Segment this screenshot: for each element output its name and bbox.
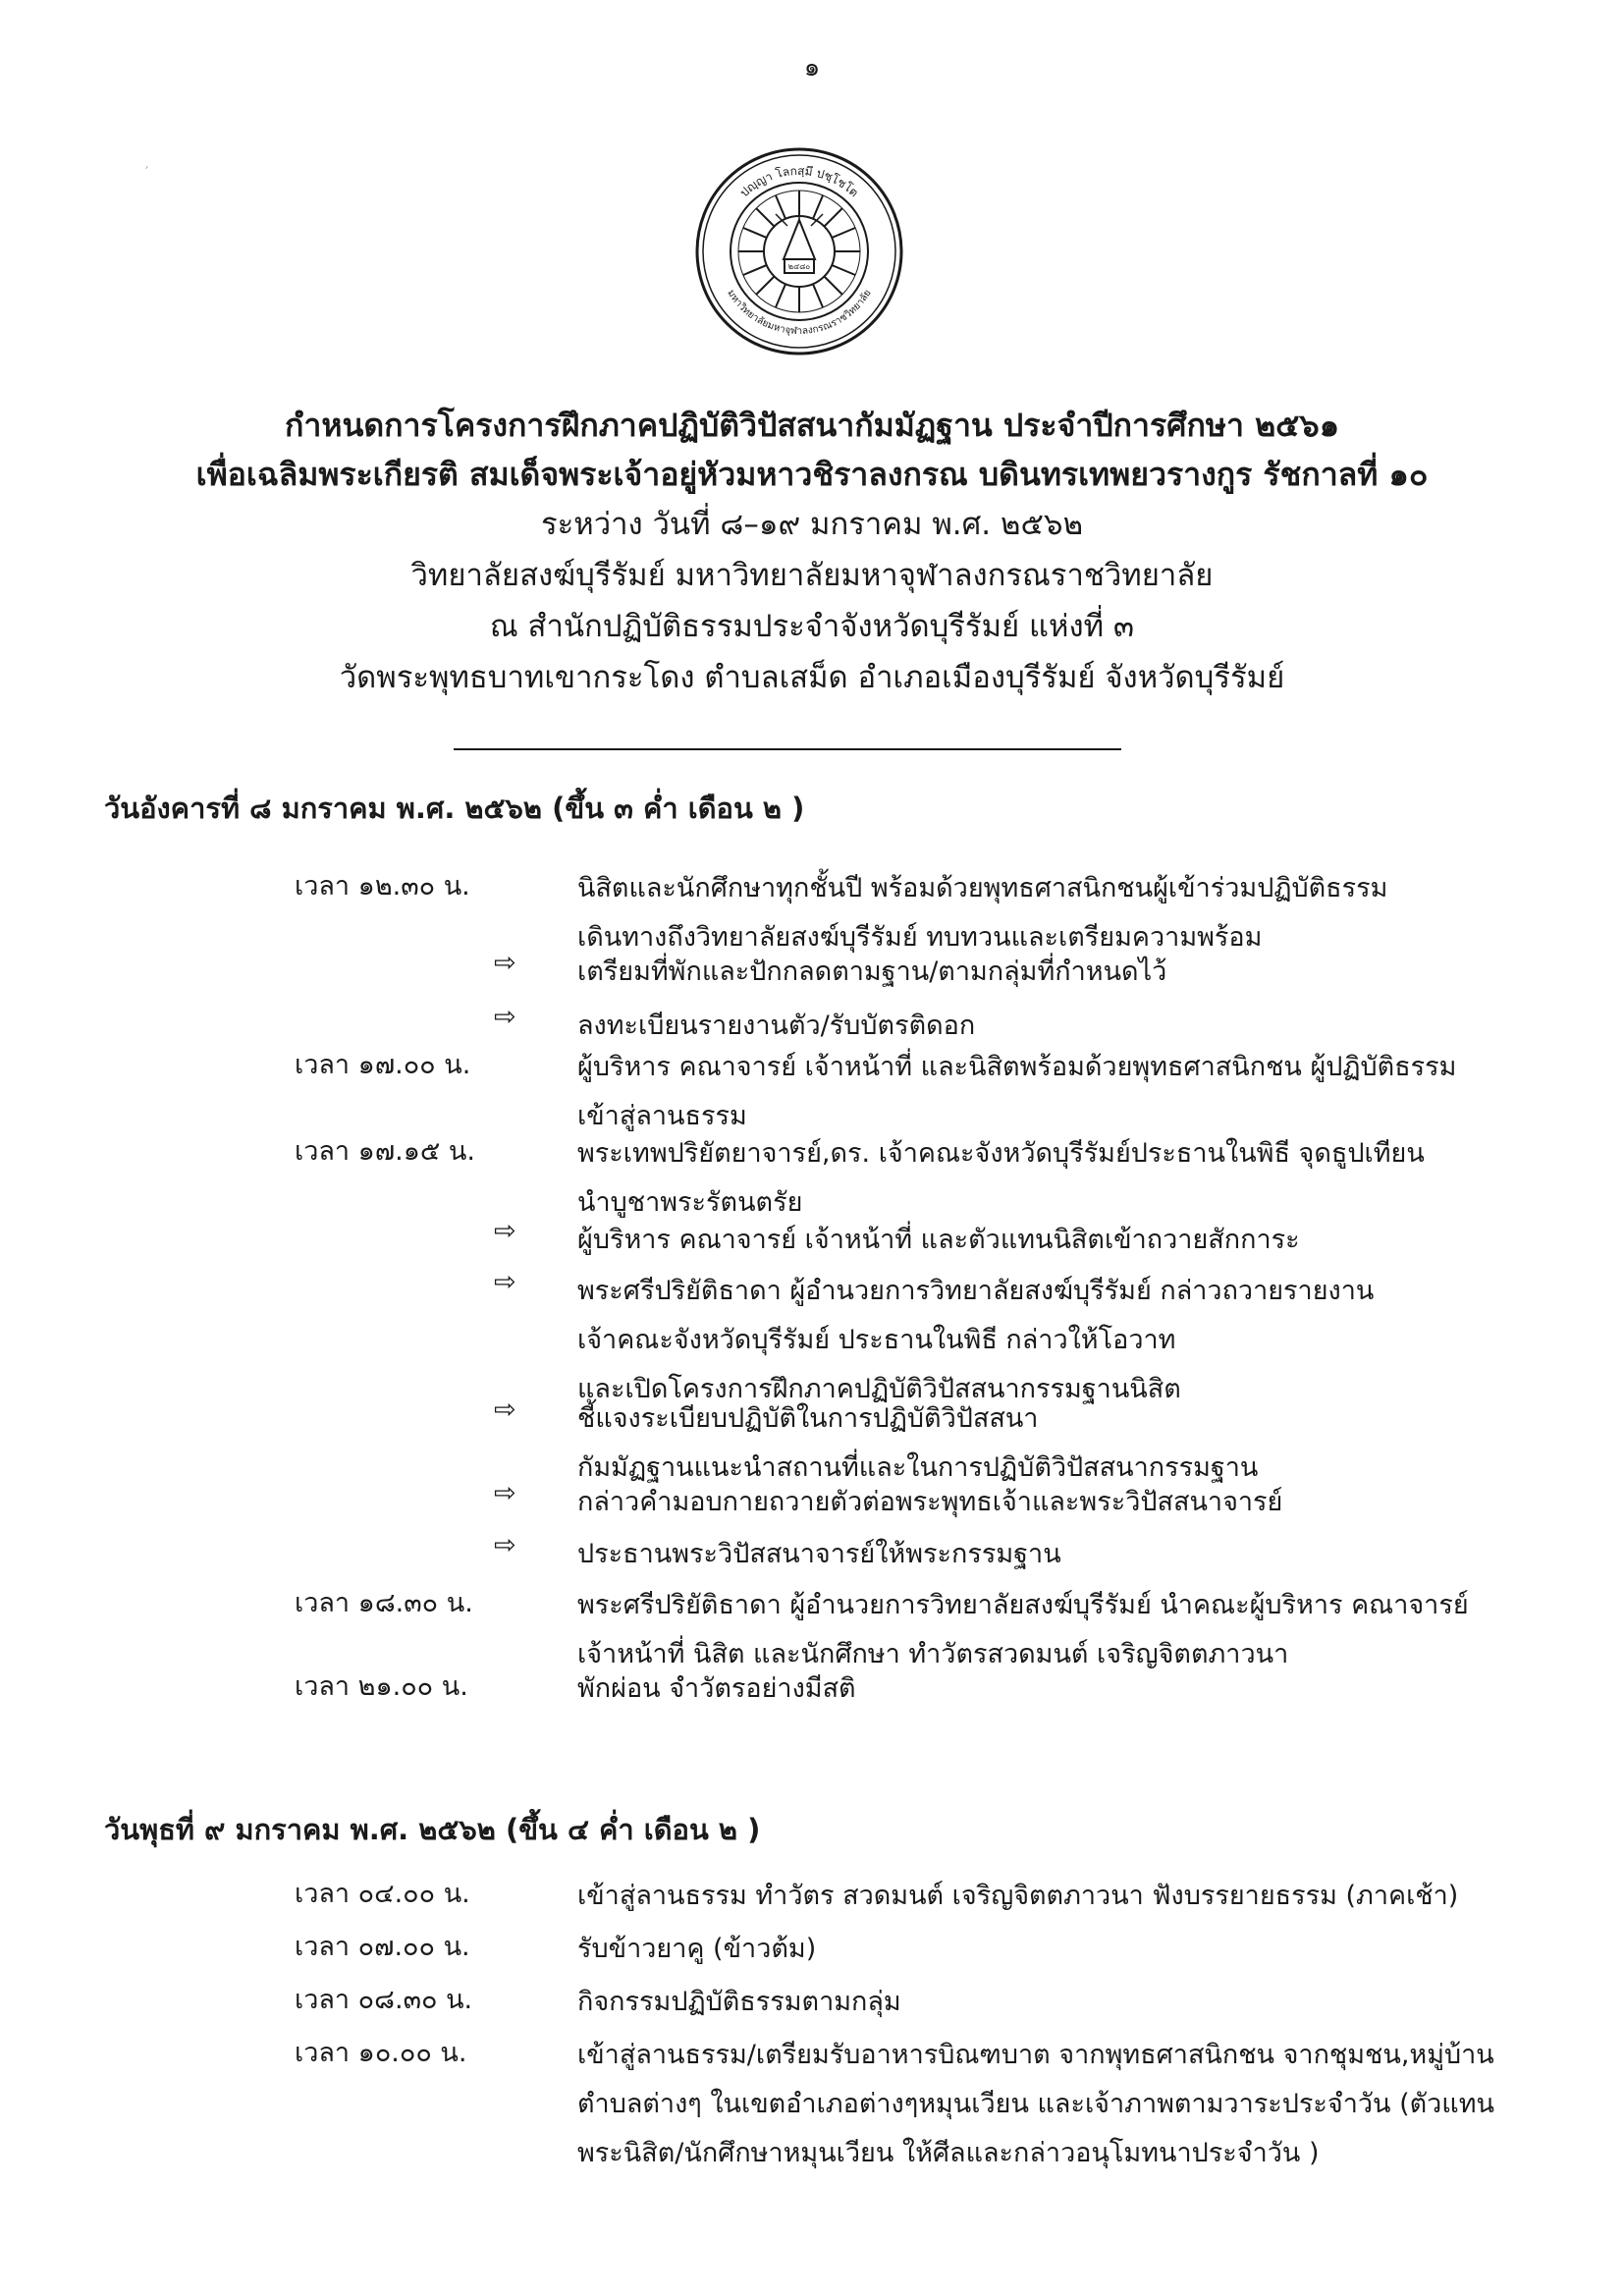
entry-text [577, 1216, 1559, 1265]
entry-text [577, 1267, 1559, 1414]
entry-line: ผู้บริหาร คณาจารย์ เจ้าหน้าที่ และนิสิตพร้อมด้วยพุทธศาสนิกชน ผู้ปฏิบัติธรรม [577, 1052, 1457, 1082]
entry-line: กล่าวคำมอบกายถวายตัวต่อพระพุทธเจ้าและพระวิปัสสนาจารย์ [577, 1487, 1283, 1517]
scan-mark: ′ [145, 165, 149, 181]
entry-text [577, 2031, 1559, 2178]
entry-line: ลงทะเบียนรายงานตัว/รับบัตรติดอก [577, 1011, 976, 1041]
entry-line: เข้าสู่ลานธรรม ทำวัตร สวดมนต์ เจริญจิตตภาวนา ฟังบรรยายธรรม (ภาคเช้า) [577, 1881, 1459, 1911]
entry-text [577, 1530, 1559, 1579]
entry-text [577, 1925, 1559, 1974]
entry-line: เจ้าหน้าที่ นิสิต และนักศึกษา ทำวัตรสวดมนต์ เจริญจิตตภาวนา [577, 1639, 1289, 1669]
day-heading: วันอังคารที่ ๘ มกราคม พ.ศ. ๒๕๖๒ (ขึ้น ๓ ค่ำ เดือน ๒ ) [104, 792, 805, 825]
entry-line: ชี้แจงระเบียบปฏิบัติในการปฏิบัติวิปัสสนา [577, 1403, 1039, 1434]
institution: วิทยาลัยสงฆ์บุรีรัมย์ มหาวิทยาลัยมหาจุฬาลงกรณราชวิทยาลัย [410, 558, 1214, 593]
entry-time: เวลา ๑๐.๐๐ น. [295, 2038, 467, 2068]
entry-text [577, 1872, 1559, 1921]
entry-line: เตรียมที่พักและปักกลดตามฐาน/ตามกลุ่มที่กำหนดไว้ [577, 957, 1167, 987]
entry-line: พักผ่อน จำวัตรอย่างมีสติ [577, 1673, 856, 1704]
entry-line: และเปิดโครงการฝึกภาคปฏิบัติวิปัสสนากรรมฐานนิสิต [577, 1374, 1181, 1404]
entry-text [577, 948, 1559, 997]
document-header [0, 401, 1624, 703]
bullet-arrow-icon: ⇨ [494, 948, 516, 978]
entry-line: รับข้าวยาคู (ข้าวต้ม) [577, 1934, 817, 1964]
bullet-arrow-icon: ⇨ [494, 1478, 516, 1508]
entry-time: เวลา ๒๑.๐๐ น. [295, 1671, 468, 1702]
bullet-arrow-icon: ⇨ [494, 1002, 516, 1032]
entry-time: เวลา ๑๒.๓๐ น. [295, 871, 470, 902]
entry-text [577, 1129, 1559, 1228]
title-line-1: กำหนดการโครงการฝึกภาคปฏิบัติวิปัสสนากัมมัฏฐาน ประจำปีการศึกษา ๒๕๖๑ [285, 407, 1339, 444]
entry-line: กัมมัฏฐานแนะนำสถานที่และในการปฏิบัติวิปัสสนากรรมฐาน [577, 1452, 1259, 1483]
entry-text [577, 1978, 1559, 2027]
entry-time: เวลา ๑๘.๓๐ น. [295, 1588, 473, 1618]
day-heading: วันพุธที่ ๙ มกราคม พ.ศ. ๒๕๖๒ (ขึ้น ๔ ค่ำ เดือน ๒ ) [104, 1813, 761, 1846]
entry-line: เข้าสู่ลานธรรม [577, 1101, 747, 1131]
header-divider [454, 748, 1121, 750]
svg-text:ปญฺญา โลกสฺมึ ปชฺโชโต: ปญฺญา โลกสฺมึ ปชฺโชโต [736, 163, 862, 200]
entry-time: เวลา ๑๗.๐๐ น. [295, 1050, 471, 1080]
svg-text:๒๔๘๐: ๒๔๘๐ [787, 262, 811, 271]
bullet-arrow-icon: ⇨ [494, 1530, 516, 1560]
entry-text [577, 1665, 1559, 1714]
entry-line: กิจกรรมปฏิบัติธรรมตามกลุ่ม [577, 1987, 901, 2017]
svg-text:มหาวิทยาลัยมหาจุฬาลงกรณราชวิทย: มหาวิทยาลัยมหาจุฬาลงกรณราชวิทยาลัย [725, 288, 874, 338]
entry-time: เวลา ๑๗.๑๕ น. [295, 1136, 475, 1167]
entry-time: เวลา ๐๗.๐๐ น. [295, 1932, 470, 1962]
entry-line: พระศรีปริยัติธาดา ผู้อำนวยการวิทยาลัยสงฆ์บุรีรัมย์ กล่าวถวายรายงาน [577, 1276, 1375, 1306]
entry-line: ผู้บริหาร คณาจารย์ เจ้าหน้าที่ และตัวแทนนิสิตเข้าถวายสักการะ [577, 1225, 1300, 1255]
entry-line: พระนิสิต/นักศึกษาหมุนเวียน ให้ศีลและกล่าวอนุโมทนาประจำวัน ) [577, 2138, 1320, 2168]
entry-line: พระศรีปริยัติธาดา ผู้อำนวยการวิทยาลัยสงฆ์บุรีรัมย์ นำคณะผู้บริหาร คณาจารย์ [577, 1590, 1469, 1620]
entry-line: พระเทพปริยัตยาจารย์,ดร. เจ้าคณะจังหวัดบุรีรัมย์ประธานในพิธี จุดธูปเทียน [577, 1138, 1425, 1169]
bullet-arrow-icon: ⇨ [494, 1216, 516, 1246]
page-number: ๑ [803, 53, 821, 82]
entry-line: เจ้าคณะจังหวัดบุรีรัมย์ ประธานในพิธี กล่าวให้โอวาท [577, 1325, 1176, 1355]
entry-line: นำบูชาพระรัตนตรัย [577, 1187, 803, 1218]
title-line-2: เพื่อเฉลิมพระเกียรติ สมเด็จพระเจ้าอยู่หัวมหาวชิราลงกรณ บดินทรเทพยวรางกูร รัชกาลที่ ๑๐ [195, 456, 1429, 493]
bullet-arrow-icon: ⇨ [494, 1394, 516, 1425]
entry-line: นิสิตและนักศึกษาทุกชั้นปี พร้อมด้วยพุทธศาสนิกชนผู้เข้าร่วมปฏิบัติธรรม [577, 873, 1388, 903]
entry-line: ตำบลต่างๆ ในเขตอำเภอต่างๆหมุนเวียน และเจ้าภาพตามวาระประจำวัน (ตัวแทน [577, 2089, 1494, 2119]
entry-line: เดินทางถึงวิทยาลัยสงฆ์บุรีรัมย์ ทบทวนและเตรียมความพร้อม [577, 922, 1263, 953]
event-dates: ระหว่าง วันที่ ๘–๑๙ มกราคม พ.ศ. ๒๕๖๒ [540, 507, 1084, 542]
entry-line: ประธานพระวิปัสสนาจารย์ให้พระกรรมฐาน [577, 1539, 1061, 1569]
dharma-wheel-seal-icon [693, 145, 905, 357]
entry-text [577, 1043, 1559, 1141]
bullet-arrow-icon: ⇨ [494, 1267, 516, 1297]
entry-time: เวลา ๐๔.๐๐ น. [295, 1879, 470, 1909]
entry-line: เข้าสู่ลานธรรม/เตรียมรับอาหารบิณฑบาต จากพุทธศาสนิกชน จากชุมชน,หมู่บ้าน [577, 2040, 1494, 2070]
venue: ณ สำนักปฏิบัติธรรมประจำจังหวัดบุรีรัมย์ แห่งที่ ๓ [489, 609, 1135, 644]
address: วัดพระพุทธบาทเขากระโดง ตำบลเสม็ด อำเภอเมืองบุรีรัมย์ จังหวัดบุรีรัมย์ [339, 660, 1285, 695]
entry-time: เวลา ๐๘.๓๐ น. [295, 1985, 473, 2015]
entry-text [577, 1478, 1559, 1527]
